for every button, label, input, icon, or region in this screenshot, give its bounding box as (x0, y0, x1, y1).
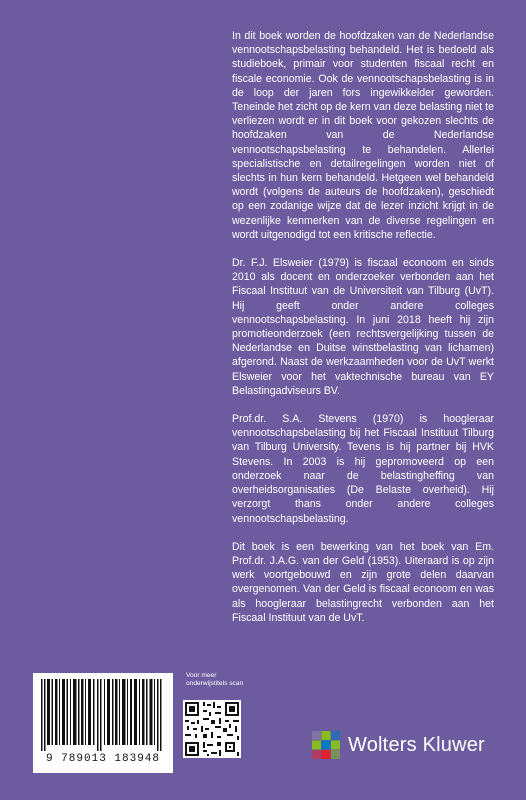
qr-code-icon (183, 700, 241, 758)
barcode-bars (39, 679, 167, 751)
blurb-text (232, 29, 494, 639)
qr-caption: Voor meer onderwijstitels scan (186, 672, 244, 687)
isbn-barcode (33, 673, 173, 773)
qr-code (183, 700, 241, 758)
blurb-paragraph-intro: In dit boek worden de hoofdzaken van de Nederlandse vennootschapsbelasting behandeld. Het is bedoeld als studieboek, primair voor studenten fiscaal recht en fiscale economie. Ook de vennootschapsbelasting is in de loop der jaren fors ingewikkelder geworden. Teneinde het zicht op de kern van deze belasting niet te verliezen wordt er in dit boek voor gekozen slechts de hoofdzaken van de Nederlandse vennootschapsbelasting te behandelen. Allerlei specialistische en detailregelingen worden niet of slechts in hun kern behandeld. Hetgeen wel behandeld wordt (volgens de auteurs de hoofdzaken), geschiedt op een zodanige wijze dat de lezer inzicht krijgt in de wezenlijke kenmerken van de diverse regelingen en wordt uitgenodigd tot een kritische reflectie. (232, 30, 494, 241)
blurb-paragraph-stevens: Prof.dr. S.A. Stevens (1970) is hoogleraar vennootschapsbelasting bij het Fiscaal Instituut Tilburg van Tilburg University. Tevens is hij partner bij HVK Stevens. In 2003 is hij gepromoveerd op een onderzoek naar de belastingheffing van overheidsorganisaties (De Belaste overheid). Hij verzorgt thans onder andere colleges vennootschapsbelasting. (232, 413, 494, 525)
blurb-paragraph-vandergeld: Dit boek is een bewerking van het boek van Em. Prof.dr. J.A.G. van der Geld (1953). Uiteraard is op zijn werk voortgebouwd en zijn grote delen daarvan overgenomen. Van der Geld is fiscaal econoom en was als hoogleraar belastingrecht verbonden aan het Fiscaal Instituut van de UvT. (232, 540, 494, 624)
isbn-number: 9 789013 183948 (45, 753, 161, 765)
blurb-paragraph-elsweier: Dr. F.J. Elsweier (1979) is fiscaal econoom en sinds 2010 als docent en onderzoeker verbonden aan het Fiscaal Instituut van de Universiteit van Tilburg (UvT). Hij geeft onder andere colleges vennootschapsbelasting. In juni 2018 heeft hij zijn promotieonderzoek (een rechtsvergelijking tussen de Nederlandse en Duitse winstbelasting van lichamen) afgerond. Naast de werkzaamheden voor de UvT werkt Elsweier voor het vaktechnische bureau van EY Belastingadviseurs BV. (232, 257, 494, 397)
publisher-logo (311, 728, 485, 762)
publisher-name: Wolters Kluwer (348, 734, 485, 756)
wolters-kluwer-logo-icon (311, 730, 341, 760)
